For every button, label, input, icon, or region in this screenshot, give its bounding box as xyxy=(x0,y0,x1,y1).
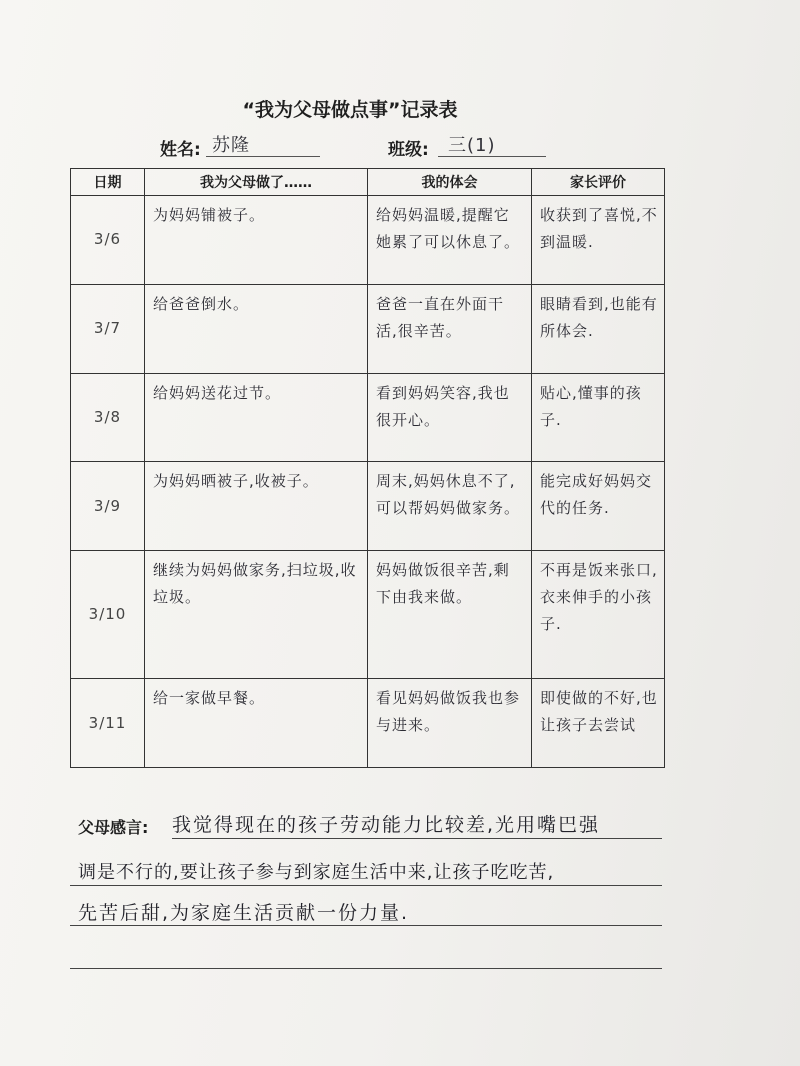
sentiment-label: 父母感言: xyxy=(78,818,149,837)
row-did: 为妈妈晒被子,收被子。 xyxy=(145,462,368,551)
row-feeling: 周末,妈妈休息不了,可以帮妈妈做家务。 xyxy=(368,462,532,551)
row-date: 3/11 xyxy=(71,679,145,768)
row-date: 3/7 xyxy=(71,284,145,373)
row-comment: 眼睛看到,也能有所体会. xyxy=(532,284,665,373)
table-row xyxy=(71,284,665,373)
table-row xyxy=(71,373,665,462)
row-comment: 即使做的不好,也让孩子去尝试 xyxy=(532,679,665,768)
table-row xyxy=(71,679,665,768)
name-label: 姓名: xyxy=(160,140,201,160)
class-label: 班级: xyxy=(388,140,429,160)
row-did: 为妈妈铺被子。 xyxy=(145,196,368,285)
class-underline xyxy=(438,156,546,157)
header-did: 我为父母做了…… xyxy=(145,169,368,196)
header-row xyxy=(71,169,665,196)
row-comment: 不再是饭来张口,衣来伸手的小孩子. xyxy=(532,551,665,679)
sentiment-rule xyxy=(172,838,662,839)
row-date: 3/9 xyxy=(71,462,145,551)
sentiment-rule xyxy=(70,968,662,969)
row-comment: 收获到了喜悦,不到温暖. xyxy=(532,196,665,285)
class-value: 三(1) xyxy=(448,135,496,156)
sentiment-rule xyxy=(70,925,662,926)
form-title: “我为父母做点事”记录表 xyxy=(242,99,458,121)
table-row xyxy=(71,551,665,679)
row-feeling: 给妈妈温暖,提醒它她累了可以休息了。 xyxy=(368,196,532,285)
row-date: 3/8 xyxy=(71,373,145,462)
table-row xyxy=(71,462,665,551)
row-feeling: 看见妈妈做饭我也参与进来。 xyxy=(368,679,532,768)
name-value: 苏隆 xyxy=(212,135,250,156)
row-comment: 能完成好妈妈交代的任务. xyxy=(532,462,665,551)
row-feeling: 爸爸一直在外面干活,很辛苦。 xyxy=(368,284,532,373)
row-did: 给爸爸倒水。 xyxy=(145,284,368,373)
row-did: 给一家做早餐。 xyxy=(145,679,368,768)
row-date: 3/10 xyxy=(71,551,145,679)
header-date: 日期 xyxy=(71,169,145,196)
row-comment: 贴心,懂事的孩子. xyxy=(532,373,665,462)
name-underline xyxy=(206,156,320,157)
sentiment-line-2: 调是不行的,要让孩子参与到家庭生活中来,让孩子吃吃苦, xyxy=(78,862,555,883)
record-table xyxy=(70,168,665,768)
row-did: 继续为妈妈做家务,扫垃圾,收垃圾。 xyxy=(145,551,368,679)
row-did: 给妈妈送花过节。 xyxy=(145,373,368,462)
row-feeling: 妈妈做饭很辛苦,剩下由我来做。 xyxy=(368,551,532,679)
sentiment-line-1: 我觉得现在的孩子劳动能力比较差,光用嘴巴强 xyxy=(172,814,601,836)
header-feeling: 我的体会 xyxy=(368,169,532,196)
header-comment: 家长评价 xyxy=(532,169,665,196)
sentiment-rule xyxy=(70,885,662,886)
table-row xyxy=(71,196,665,285)
sentiment-line-3: 先苦后甜,为家庭生活贡献一份力量. xyxy=(78,902,410,924)
row-date: 3/6 xyxy=(71,196,145,285)
row-feeling: 看到妈妈笑容,我也很开心。 xyxy=(368,373,532,462)
